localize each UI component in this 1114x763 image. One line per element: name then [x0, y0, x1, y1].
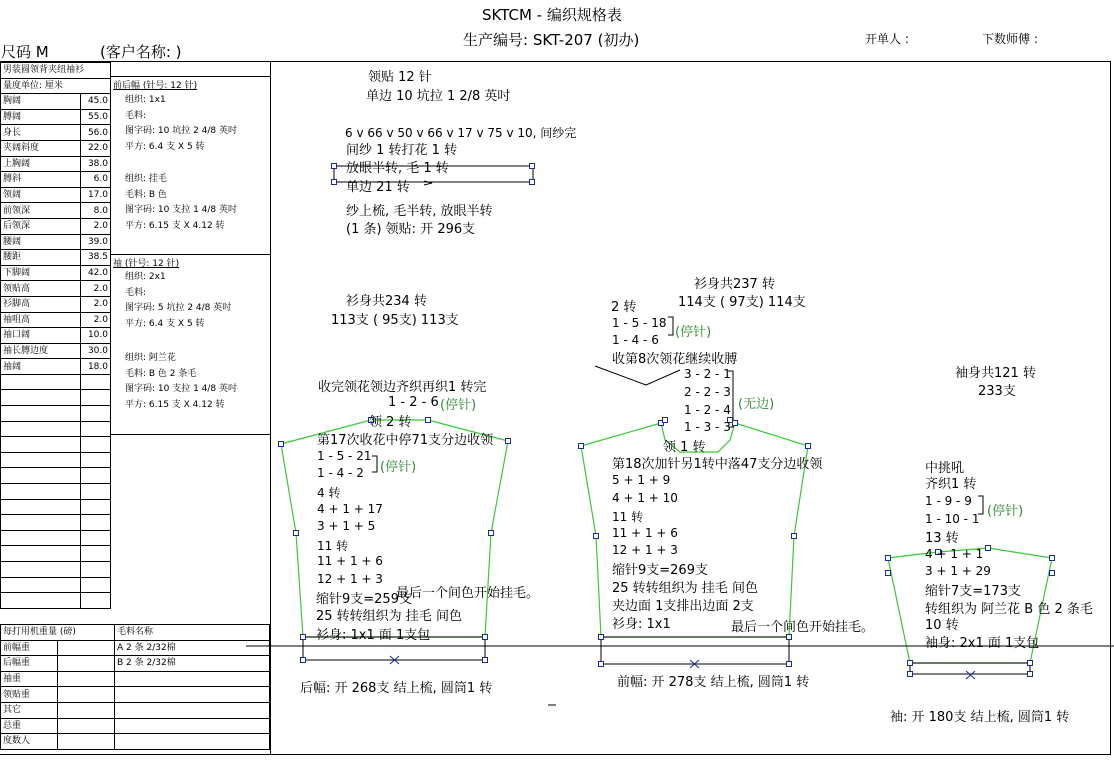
spec-line: 组织: 1x1	[125, 95, 166, 105]
spec-name: 袖口阔	[1, 328, 81, 344]
spec-line: 平方: 6.4 支 X 5 转	[125, 318, 205, 329]
back-stop-note-1: (停针)	[440, 398, 477, 413]
sleeve-note-7: 3 + 1 + 29	[925, 564, 991, 578]
production-number: 生产编号: SKT-207 (初办)	[463, 31, 640, 49]
sleeve-footer: 袖: 开 180支 结上梳, 圆筒1 转	[890, 710, 1070, 725]
vertex-handle	[530, 180, 535, 185]
vertex-handle	[506, 439, 511, 444]
yarn-name-header: 毛料名称	[115, 625, 270, 641]
spec-line: 图字码: 10 支拉 1 4/8 英吋	[125, 384, 237, 394]
front-step-2: 4 + 1 + 10	[612, 491, 678, 505]
vertex-handle	[599, 635, 604, 640]
spec-line: 组织: 2x1	[125, 272, 166, 282]
spec-name: 膊阔	[1, 109, 81, 125]
front-step-9: 衫身: 1x1	[612, 617, 671, 632]
spec-value: 39.0	[81, 234, 111, 250]
yarn-weight-header: 每打用机重量 (磅)	[1, 625, 115, 641]
vertex-handle	[332, 180, 337, 185]
collar-note-1: 领贴 12 针	[368, 70, 432, 85]
sleeve-note-6: 4 + 1 + 1	[925, 547, 984, 561]
front-back-spec-title: 前后幅 (针号: 12 针)	[113, 81, 198, 91]
sleeve-note-2: 齐织1 转	[925, 477, 977, 492]
spec-name: 袖阔	[1, 359, 81, 375]
collar-note-5: 放眼半转, 毛 1 转	[346, 161, 449, 176]
sleeve-note-9: 转组织为 阿兰花 B 色 2 条毛	[925, 602, 1093, 617]
vertex-handle	[908, 661, 913, 666]
yarn-part: 袖重	[1, 671, 58, 687]
sleeve-note-3: 1 - 9 - 9	[925, 494, 972, 508]
vertex-handle	[483, 658, 488, 663]
collar-note-2: 单边 10 坑拉 1 2/8 英吋	[366, 89, 511, 104]
back-step-1: 1 - 5 - 21	[317, 449, 372, 463]
collar-note-3: 6 v 66 v 50 v 66 v 17 v 75 v 10, 间纱完	[345, 126, 577, 140]
vertex-handle	[579, 444, 584, 449]
spec-value: 17.0	[81, 187, 111, 203]
front-footer: 前幅: 开 278支 结上梳, 圆筒1 转	[617, 675, 810, 690]
spec-value: 45.0	[81, 94, 111, 110]
spec-line: 组织: 挂毛	[125, 174, 167, 184]
spec-line: 毛料: B 色 2 条毛	[125, 368, 197, 379]
vertex-handle	[301, 658, 306, 663]
back-step-11: 衫身: 1x1 面 1支包	[316, 628, 431, 643]
spec-line: 图字码: 10 支拉 1 4/8 英吋	[125, 205, 237, 215]
vertex-handle	[1028, 672, 1033, 677]
front-collar-step-1: 3 - 2 - 1	[684, 367, 731, 381]
spec-name: 衫脚高	[1, 296, 81, 312]
vertex-handle	[663, 418, 668, 423]
front-step-5: 12 + 1 + 3	[612, 543, 678, 557]
back-note-3: 领 2 转	[369, 415, 412, 430]
unit-label: 量度单位: 厘米	[1, 78, 111, 94]
spec-line: 平方: 6.15 支 X 4.12 转	[125, 399, 225, 410]
vertex-handle	[332, 164, 337, 169]
master-label: 下数师傅 :	[982, 32, 1038, 46]
vertex-handle	[733, 421, 738, 426]
sleeve-total-rows: 袖身共121 转	[955, 366, 1036, 381]
spec-name: 下脚阔	[1, 265, 81, 281]
spec-line: 组织: 阿兰花	[125, 353, 176, 363]
front-collar-step-3: 1 - 2 - 4	[684, 403, 731, 417]
vertex-handle	[986, 546, 991, 551]
size-label: 尺码 M	[1, 43, 49, 61]
spec-line: 平方: 6.15 支 X 4.12 转	[125, 220, 225, 231]
front-needle-count: 114支 ( 97支) 114支	[678, 295, 806, 310]
front-step-7: 25 转转组织为 挂毛 间色	[612, 581, 758, 596]
spec-value: 38.5	[81, 250, 111, 266]
spec-value: 22.0	[81, 140, 111, 156]
front-total-rows: 衫身共237 转	[694, 277, 775, 292]
document-title: SKTCM - 编织规格表	[482, 6, 622, 24]
vertex-handle	[594, 534, 599, 539]
spec-name: 后领深	[1, 218, 81, 234]
front-stop-note: (停针)	[675, 325, 712, 340]
sleeve-needle-count: 233支	[978, 384, 1016, 399]
vertex-handle	[1028, 661, 1033, 666]
vertex-handle	[489, 531, 494, 536]
front-note-1: 2 转	[611, 300, 637, 315]
vertex-handle	[279, 442, 284, 447]
back-note-4: 第17次收花中停71支分边收领	[317, 433, 494, 448]
style-name: 男装圆领背夹纽袖衫	[1, 63, 111, 79]
yarn-part: 领贴重	[1, 687, 58, 703]
sleeve-note-8: 缩针7支=173支	[925, 584, 1021, 599]
back-step-2: 1 - 4 - 2	[317, 466, 364, 480]
sleeve-note-11: 袖身: 2x1 面 1支包	[925, 636, 1040, 651]
yarn-part: 度数人	[1, 734, 58, 750]
front-collar-step-2: 2 - 2 - 3	[684, 385, 731, 399]
sleeve-note-5: 13 转	[925, 531, 959, 546]
spec-name: 身长	[1, 125, 81, 141]
spec-name: 领阔	[1, 187, 81, 203]
yarn-name: A 2 条 2/32棉	[115, 640, 270, 656]
spec-name: 袖长膊边度	[1, 343, 81, 359]
collar-note-6: 单边 21 转	[346, 180, 410, 195]
back-needle-count: 113支 ( 95支) 113支	[331, 313, 459, 328]
spec-value: 30.0	[81, 343, 111, 359]
spec-name: 胸阔	[1, 94, 81, 110]
yarn-part: 其它	[1, 702, 58, 718]
spec-name: 夹阔斜度	[1, 140, 81, 156]
front-note-5: 领 1 转	[663, 440, 706, 455]
spec-line: 图字码: 5 坑拉 2 4/8 英吋	[125, 303, 232, 313]
collar-note-8: (1 条) 领贴: 开 296支	[346, 222, 476, 237]
vertex-handle	[483, 635, 488, 640]
vertex-handle	[886, 571, 891, 576]
spec-value: 2.0	[81, 312, 111, 328]
sleeve-spec-title: 袖 (针号: 12 针)	[113, 259, 180, 269]
back-stop-note-2: (停针)	[380, 460, 417, 475]
spec-line: 平方: 6.4 支 X 5 转	[125, 141, 205, 152]
spec-value: 38.0	[81, 156, 111, 172]
front-step-8: 夹边面 1支排出边面 2支	[612, 599, 754, 614]
front-no-edge-note: (无边)	[738, 397, 775, 412]
spec-name: 膊斜	[1, 172, 81, 188]
spec-line: 图字码: 10 坑拉 2 4/8 英吋	[125, 126, 237, 136]
vertex-handle	[294, 531, 299, 536]
customer-label: (客户名称: )	[100, 43, 182, 61]
vertex-handle	[886, 556, 891, 561]
sleeve-note-1: 中挑吼	[925, 461, 965, 476]
spec-name: 前领深	[1, 203, 81, 219]
vertex-handle	[426, 418, 431, 423]
back-step-7: 11 + 1 + 6	[317, 554, 383, 568]
back-note-1: 收完领花领边齐织再织1 转完	[318, 380, 487, 395]
back-step-8: 12 + 1 + 3	[317, 572, 383, 586]
front-step-4: 11 + 1 + 6	[612, 526, 678, 540]
front-collar-step-4: 1 - 3 - 3	[684, 420, 731, 434]
front-note-6: 第18次加针另1转中落47支分边收领	[612, 457, 823, 472]
vertex-handle	[301, 635, 306, 640]
vertex-handle	[1050, 571, 1055, 576]
front-note-4: 收第8次领花继续收膊	[612, 352, 738, 367]
back-step-10: 25 转转组织为 挂毛 间色	[316, 609, 462, 624]
back-note-2: 1 - 2 - 6	[388, 395, 439, 410]
spec-line: 毛料:	[125, 287, 147, 298]
spec-value: 42.0	[81, 265, 111, 281]
spec-name: 腰距	[1, 250, 81, 266]
collar-note-7: 纱上梳, 毛半转, 放眼半转	[346, 204, 493, 219]
spec-line: 毛料: B 色	[125, 189, 167, 200]
vertex-handle	[530, 164, 535, 169]
spec-value: 18.0	[81, 359, 111, 375]
back-step-5: 3 + 1 + 5	[317, 519, 376, 533]
spec-name: 腰阔	[1, 234, 81, 250]
front-step-3: 11 转	[612, 510, 644, 524]
spec-value: 6.0	[81, 172, 111, 188]
sleeve-note-4: 1 - 10 - 1	[925, 512, 980, 526]
front-step-1: 5 + 1 + 9	[612, 473, 671, 487]
sleeve-stop-note: (停针)	[987, 504, 1024, 519]
back-step-9: 缩针9支=259支	[316, 592, 412, 607]
vertex-handle	[792, 534, 797, 539]
front-note-2: 1 - 5 - 18	[612, 316, 667, 330]
front-note-3: 1 - 4 - 6	[612, 333, 659, 347]
vertex-handle	[1050, 556, 1055, 561]
spec-name: 上胸阔	[1, 156, 81, 172]
back-step-3: 4 转	[317, 486, 341, 500]
yarn-part: 后幅重	[1, 656, 58, 672]
sleeve-note-10: 10 转	[925, 618, 959, 633]
yarn-part: 总重	[1, 718, 58, 734]
vertex-handle	[806, 444, 811, 449]
back-color-note: 最后一个间色开始挂毛。	[396, 586, 540, 601]
back-step-4: 4 + 1 + 17	[317, 502, 383, 516]
spec-value: 2.0	[81, 281, 111, 297]
spec-value: 10.0	[81, 328, 111, 344]
spec-value: 2.0	[81, 296, 111, 312]
back-total-rows: 衫身共234 转	[346, 294, 427, 309]
bracket-marks	[372, 317, 983, 514]
vertex-handle	[787, 635, 792, 640]
spec-value: 56.0	[81, 125, 111, 141]
collar-note-4: 间纱 1 转打花 1 转	[346, 143, 458, 158]
back-footer: 后幅: 开 268支 结上梳, 圆筒1 转	[300, 681, 493, 696]
spec-value: 55.0	[81, 109, 111, 125]
vertex-handle	[599, 662, 604, 667]
vertex-handle	[787, 662, 792, 667]
spec-value: 8.0	[81, 203, 111, 219]
back-step-6: 11 转	[317, 539, 349, 553]
spec-name: 领贴高	[1, 281, 81, 297]
front-step-6: 缩针9支=269支	[612, 563, 708, 578]
issuer-label: 开单人 :	[865, 32, 909, 46]
spec-value: 2.0	[81, 218, 111, 234]
yarn-name: B 2 条 2/32棉	[115, 656, 270, 672]
yarn-part: 前幅重	[1, 640, 58, 656]
vertex-handle	[908, 672, 913, 677]
spec-line: 毛料:	[125, 110, 147, 121]
front-color-note: 最后一个间色开始挂毛。	[731, 620, 875, 635]
spec-name: 袖咀高	[1, 312, 81, 328]
